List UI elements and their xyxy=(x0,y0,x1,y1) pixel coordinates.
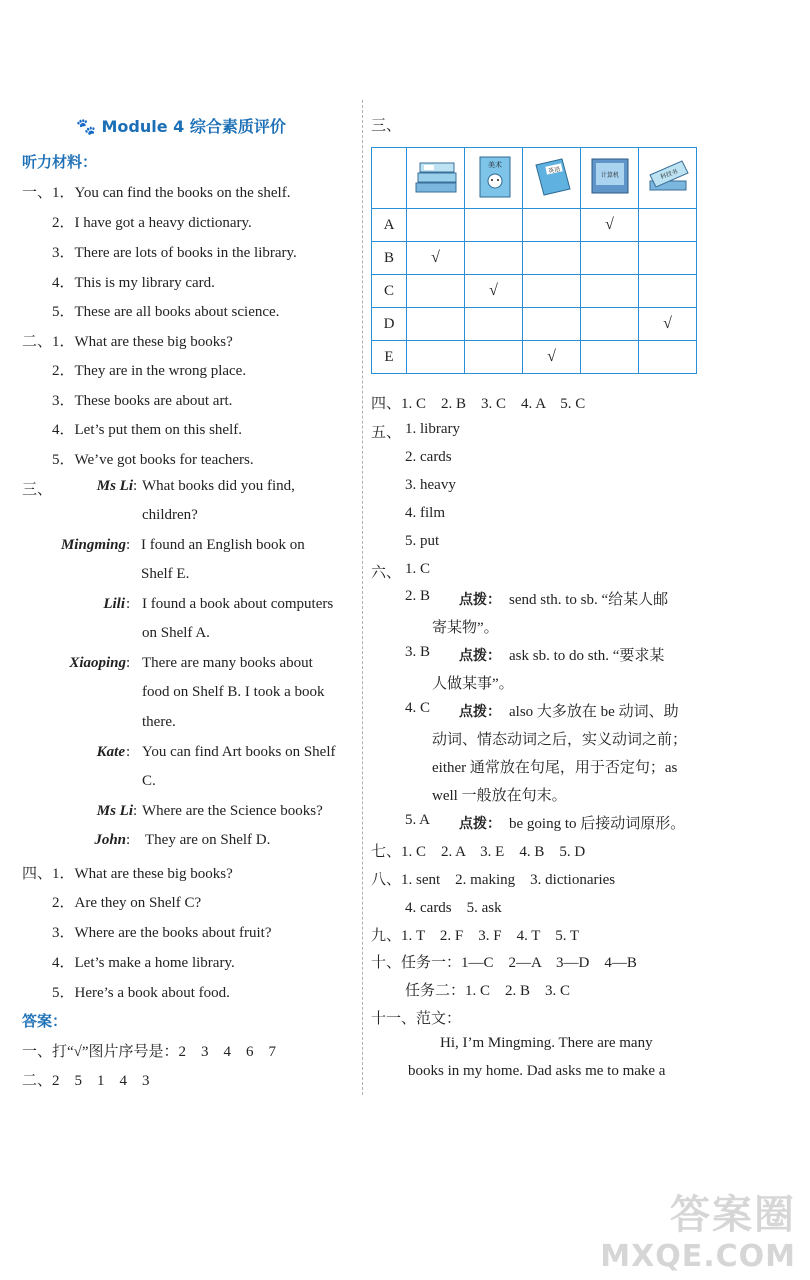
section-marker: 四、 xyxy=(22,866,53,882)
list-item: 5．We’ve got books for teachers. xyxy=(52,452,254,468)
grid-cell xyxy=(639,242,697,275)
grid-cell xyxy=(523,242,581,275)
speaker: Lili xyxy=(103,596,125,612)
speaker: John xyxy=(94,832,126,848)
answers-heading: 答案： xyxy=(22,1012,68,1030)
list-item: 2．I have got a heavy dictionary. xyxy=(52,215,252,231)
tip-label: 点拨： xyxy=(459,704,501,720)
list-item: 4．Let’s put them on this shelf. xyxy=(52,422,242,438)
dialog-line: C. xyxy=(142,773,156,789)
english-book-label: 英语 xyxy=(547,166,561,175)
section-marker: 二、 xyxy=(22,334,53,350)
speaker: Kate xyxy=(96,744,125,760)
list-item: 2．They are in the wrong place. xyxy=(52,363,247,379)
colon: : xyxy=(133,478,138,494)
speaker: Ms Li xyxy=(96,478,133,494)
speaker: Ms Li xyxy=(96,803,133,819)
section-marker: 三、 xyxy=(22,482,53,498)
grid-cell xyxy=(581,308,639,341)
list-item: 1．What are these big books? xyxy=(52,334,233,350)
dialog-line: Shelf E. xyxy=(141,566,190,582)
tip-line: ask sb. to do sth. “要求某 xyxy=(509,648,665,664)
section-heading: 十一、范文： xyxy=(371,1011,462,1027)
grid-cell xyxy=(581,242,639,275)
computer-book-icon xyxy=(584,151,636,201)
listening-heading: 听力材料： xyxy=(22,153,98,171)
check-mark: √ xyxy=(523,341,581,374)
colon: : xyxy=(126,655,131,671)
grid-cell xyxy=(465,209,523,242)
grid-cell xyxy=(523,308,581,341)
colon: : xyxy=(126,832,131,848)
column-divider xyxy=(362,100,363,1095)
colon: : xyxy=(126,537,131,553)
book-cell xyxy=(407,148,465,209)
list-item: 4．Let’s make a home library. xyxy=(52,955,235,971)
row-label: B xyxy=(372,242,407,275)
tip-line: be going to 后接动词原形。 xyxy=(509,816,686,832)
grid-cell xyxy=(523,209,581,242)
answer-line: 4. cards 5. ask xyxy=(405,900,502,916)
section-marker: 六、 xyxy=(371,565,402,581)
grid-cell xyxy=(465,341,523,374)
list-item: 2．Are they on Shelf C? xyxy=(52,895,202,911)
dialog-line: on Shelf A. xyxy=(142,625,210,641)
grid-cell xyxy=(639,341,697,374)
list-item: 5. put xyxy=(405,533,440,549)
page-title xyxy=(76,114,286,137)
tip-label: 点拨： xyxy=(459,592,501,608)
list-item: 4. film xyxy=(405,505,445,521)
dialog-line: I found an English book on xyxy=(141,537,305,553)
list-item: 4．This is my library card. xyxy=(52,275,215,291)
dialog-line: There are many books about xyxy=(142,655,313,671)
tip-label: 点拨： xyxy=(459,816,501,832)
grid-row xyxy=(372,209,697,242)
list-item: 3．Where are the books about fruit? xyxy=(52,925,272,941)
colon: : xyxy=(126,596,131,612)
list-item: 2. cards xyxy=(405,449,452,465)
grid-cell xyxy=(581,341,639,374)
corner-cell xyxy=(372,148,407,209)
section-marker: 三、 xyxy=(371,118,402,134)
check-mark: √ xyxy=(465,275,523,308)
list-item-num: 2. B xyxy=(405,588,431,604)
book-cell xyxy=(581,148,639,209)
answer-line: 任务二：1. C 2. B 3. C xyxy=(405,983,571,999)
grid-cell xyxy=(465,242,523,275)
tip-line: 人做某事”。 xyxy=(432,676,514,692)
grid-row xyxy=(372,275,697,308)
book-cell xyxy=(465,148,523,209)
list-item: 5．Here’s a book about food. xyxy=(52,985,230,1001)
answer-line: 八、1. sent 2. making 3. dictionaries xyxy=(371,872,616,888)
list-item: 3. heavy xyxy=(405,477,456,493)
dialog-line: there. xyxy=(142,714,176,730)
grid-row xyxy=(372,341,697,374)
answer-line: 十、任务一：1—C 2—A 3—D 4—B xyxy=(371,955,637,971)
row-label: C xyxy=(372,275,407,308)
science-books-icon xyxy=(642,151,694,201)
tip-line: send sth. to sb. “给某人邮 xyxy=(509,592,669,608)
science-book-label: 科技书 xyxy=(659,168,679,181)
title-text: Module 4 综合素质评价 xyxy=(101,117,286,136)
grid-cell xyxy=(639,275,697,308)
row-label: A xyxy=(372,209,407,242)
grid-cell xyxy=(639,209,697,242)
grid-cell xyxy=(407,275,465,308)
list-item: 5．These are all books about science. xyxy=(52,304,280,320)
tip-line: 寄某物”。 xyxy=(432,620,499,636)
list-item-num: 3. B xyxy=(405,644,431,660)
row-label: E xyxy=(372,341,407,374)
section-marker: 五、 xyxy=(371,425,402,441)
grid-cell xyxy=(407,308,465,341)
dialog-line: I found a book about computers xyxy=(142,596,334,612)
dialog-line: You can find Art books on Shelf xyxy=(142,744,336,760)
list-item: 1. library xyxy=(405,421,460,437)
essay-line: books in my home. Dad asks me to make a xyxy=(408,1063,666,1079)
speaker: Xiaoping xyxy=(69,655,126,671)
answer-line: 四、1. C 2. B 3. C 4. A 5. C xyxy=(371,396,586,412)
list-item: 1．You can find the books on the shelf. xyxy=(52,185,291,201)
art-book-icon xyxy=(468,151,520,201)
grid-cell xyxy=(465,308,523,341)
dialog-line: What books did you find, xyxy=(142,478,295,494)
grid-cell xyxy=(407,341,465,374)
paw-icon: 🐾 xyxy=(76,117,96,136)
answer-line: 七、1. C 2. A 3. E 4. B 5. D xyxy=(371,844,586,860)
list-item: 3．There are lots of books in the library. xyxy=(52,245,297,261)
watermark-logo: 答案圈 xyxy=(670,1192,796,1238)
check-mark: √ xyxy=(581,209,639,242)
list-item: 1. C xyxy=(405,561,431,577)
art-book-label: 美术 xyxy=(487,160,502,169)
grid-cell xyxy=(407,209,465,242)
check-mark: √ xyxy=(407,242,465,275)
dialog-line: Where are the Science books? xyxy=(142,803,323,819)
book-cell xyxy=(523,148,581,209)
tip-line: well 一般放在句末。 xyxy=(432,788,567,804)
colon: : xyxy=(133,803,138,819)
answer-grid xyxy=(371,147,697,374)
answer-line: 二、2 5 1 4 3 xyxy=(22,1073,150,1089)
book-cell xyxy=(639,148,697,209)
tip-label: 点拨： xyxy=(459,648,501,664)
list-item: 3．These books are about art. xyxy=(52,393,233,409)
list-item: 1．What are these big books? xyxy=(52,866,233,882)
computer-book-label: 计算机 xyxy=(600,172,619,179)
essay-line: Hi, I’m Mingming. There are many xyxy=(440,1035,653,1051)
grid-cell xyxy=(581,275,639,308)
check-mark: √ xyxy=(639,308,697,341)
grid-cell xyxy=(523,275,581,308)
tip-line: 动词、情态动词之后，实义动词之前； xyxy=(432,732,688,748)
book-stack-icon xyxy=(410,151,462,201)
watermark-url: MXQE.COM xyxy=(600,1239,796,1274)
answer-line: 九、1. T 2. F 3. F 4. T 5. T xyxy=(371,928,580,944)
row-label: D xyxy=(372,308,407,341)
english-book-icon xyxy=(526,151,578,201)
list-item-num: 5. A xyxy=(405,812,431,828)
dialog-line: food on Shelf B. I took a book xyxy=(142,684,325,700)
section-marker: 一、 xyxy=(22,185,53,201)
answer-line: 一、打“√”图片序号是：2 3 4 6 7 xyxy=(22,1044,277,1060)
speaker: Mingming xyxy=(60,537,126,553)
dialog-line: children? xyxy=(142,507,198,523)
grid-row xyxy=(372,242,697,275)
list-item-num: 4. C xyxy=(405,700,431,716)
colon: : xyxy=(126,744,131,760)
tip-line: also 大多放在 be 动词、助 xyxy=(509,704,679,720)
grid-row xyxy=(372,308,697,341)
tip-line: either 通常放在句尾，用于否定句；as xyxy=(432,760,678,776)
dialog-line: They are on Shelf D. xyxy=(145,832,271,848)
